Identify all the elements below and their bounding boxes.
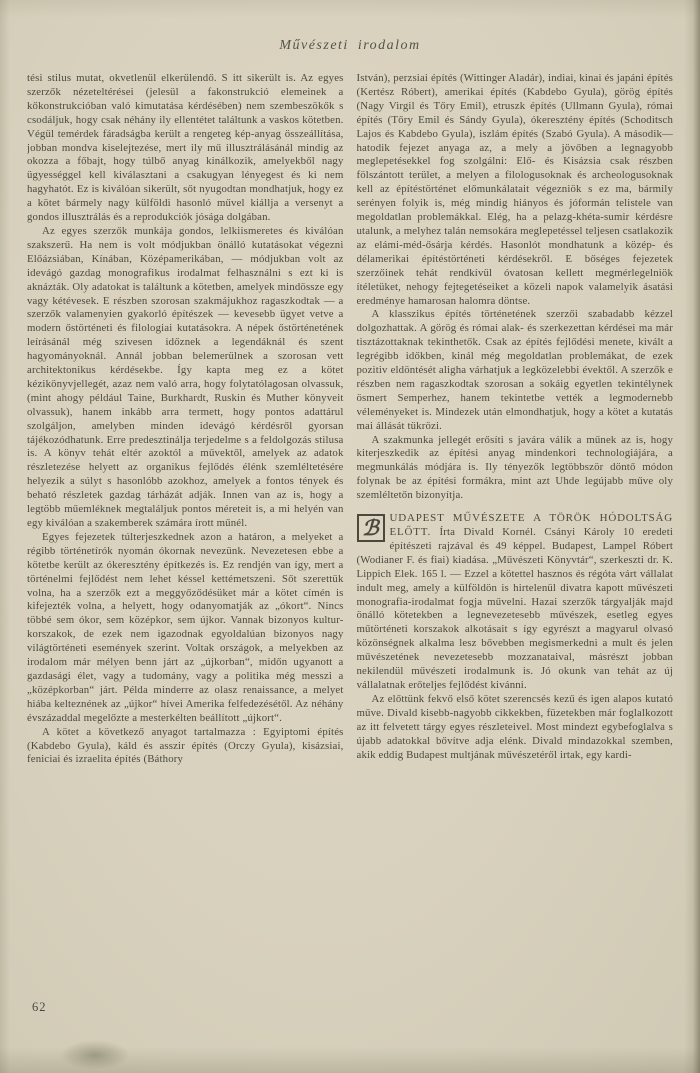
paragraph: tési stilus mutat, okvetlenül elkerülendő. S itt sikerült is. Az egyes szerzők nézeteltérései (jelesül a fakonstrukció elemeinek a kőkonstrukcióban való kimutatása kérdésében) nem szembeszökők s csodáljuk, hogy csak néhány ily ellentétet találtunk a vaskos kötetben. Végül temérdek fáradságba került a rengeteg kép-anyag összeállítása, jobban mondva kiselejtezése, mert ily mű illusztrálásánál mindig az okozza a főbajt, hogy túlbő anyag kinálkozik, amelyekből nagy ügyességgel kell kiválasztani a csakugyan lényegest és ki nem hagyhatót. Ez is kiválóan sikerült, sőt nyugodtan mondhatjuk, hogy ez a kötet bármely nagy külföldi hasonló művel kiállja a versenyt a gondos illusztrálás és a reprodukciók jósága dolgában. xyxy=(27,72,344,224)
article-budapest-muveszete xyxy=(357,512,674,693)
text-columns xyxy=(0,72,700,1002)
running-head-title: Művészeti irodalom xyxy=(279,38,421,53)
left-column xyxy=(27,72,344,1002)
paragraph: A klasszikus építés történetének szerzői szabadabb kézzel dolgozhattak. A görög és római alak- és szerkezettan kérdései ma már tisztázottaknak tekinthetők. Csak az építés fejlődési menete, kivált a legrégibb időkben, kinál még megoldatlan problemákat, de ezek pozitiv eldöntését aligha várhatjuk a legközelebbi évektől. A szerzők e részben nem ragaszkodtak szorosan a sokáig egyetlen tekintélynek ösmert Semperhez, hanem tekintetbe vették a legmodernebb véleményeket is. Mindezek után elmondhatjuk, hogy a kötet a kutatás mai állását tükrözi. xyxy=(356,308,673,432)
article-heading: UDAPEST MŰVÉSZETE A TÖRÖK HÓDOLTSÁG ELŐTT. xyxy=(389,512,673,538)
paper-stain xyxy=(60,1040,130,1070)
right-column-top-paragraphs xyxy=(357,72,674,503)
paragraph: A kötet a következő anyagot tartalmazza : Egyiptomi építés (Kabdebo Gyula), káld és asszir építés (Orczy Gyula), kisázsiai, feniciai és izraelita építés (Báthory xyxy=(27,725,344,766)
page-number: 62 xyxy=(32,1000,47,1014)
paragraph: Egyes fejezetek túlterjeszkednek azon a határon, a melyeket a régibb történetírók nyomán ókornak nevezünk. Nevezetesen ebbe a kötetbe került az ókeresztény építkezés is. Ez rendjén van így, mert a történelmi fejlődést nem lehet késsel kettémetszeni. Sőt szerettük volna, ha a szerzők ezt a meggyőződésüket már a kötet címén is kifejezték volna, a helyett, hogy odanyomatják az „ókort“. Nincs többé sem ókor, sem középkor, sem újkor. Vannak bizonyos kultur-korszakok, de ezek nem igazodnak egyoldalúan bizonyos nagy világtörténeti események szerint. Voltak országok, a melyekben az irodalom már mélyen benn járt az „újkorban“, midőn ugyanott a gazdasági élet, vagy a tudomány, vagy a politika még messzi a „középkorban“ járt. Példa minderre az olasz renaissance, a melyet hiába kelteznének az „újkor“ hívei Amerika felfedezésétől. Az néhány évszázaddal megelőzte a mesterkélten beállított „újkort“. xyxy=(27,530,344,724)
right-column xyxy=(357,72,674,1002)
right-column-bottom-paragraphs xyxy=(357,693,674,763)
paragraph: Az egyes szerzők munkája gondos, lelkiismeretes és kiválóan szakszerű. Ha nem is volt módjukban önálló kutatásokat végezni Előázsiában, Kínában, Középamerikában, — módjukban volt az idevágó gazdag monografikus irodalmat felhasználni s ezt ki is aknázták. Oly adatokat is találtunk a kötetben, amelyek mindössze egy vagy kétévesek. E részben szorosan szakmájukhoz ragaszkodtak — a szerzők valamenyien gyakorló építészek — kevesebb ügyet vetve a modern őstörténeti és filologiai kutatásokra. A népek őstörténetének leírásánál még szivesen időznek a legendáknál és szent hagyományoknál. Annál jobban belemerülnek a szorosan vett architektonikus kérdésekbe. Így kapta meg ez a kötet kézikönyvjellegét, azaz nem való arra, hogy folytatólagosan olvassuk, (mint ahogy például Taine, Burkhardt, Ruskin és Muther könyveit olvassuk), hanem inkább arra termett, hogy pontos adattárul szolgáljon, amelyben minden idevágó kérdésről gyorsan tájékozódhatunk. Erre predesztinálja terjedelme s a feldolgozás stilusa is. A könyv tehát eltér azoktól a művektől, amelyek az adatok részletezése helyett az organikus fejlődés élénk szemléltetésére helyezik a súlyt s hasonlóbb azokhoz, amelyek a fontos tények és beható részletek gazdag tárházát adják. Innen van az is, hogy a legtöbb műemléknek megtaláljuk pontos méreteit is, a mi helyén van egy kiválóan a szakemberek számára írott műnél. xyxy=(27,224,344,529)
paragraph: István), perzsiai építés (Wittinger Aladár), indiai, kinai és japáni építés (Kertész Róbert), amerikai építés (Kabdebo Gyula), görög építés (Nagy Virgil és Tőry Emil), etruszk építés (Ullmann Gyula), római építés (Tőry Emil és Sándy Gyula), ókeresztény építés (Schoditsch Lajos és Kabdebo Gyula), iszlám építés (Szabó Gyula). A második—hatodik fejezet anyaga az, a mely a jövőben a legnagyobb meglepetésekkel fog szolgálni: Elő- és Kisázsia csak részben fölszántott terület, a melyen a filologusoknak és archeologusoknak kell az építéstörténet előmunkálatait végezniök s ez ma, bármily serényen folyik is, még mindig hiányos és jóformán telistele van megoldatlan problemákkal. Elég, ha a pelazg-khéta-sumir kérdésre utalunk, a melyhez talán nemsokára meglepetéssel teljesen csatlakozik az elámi-méd-ősárja kérdés. Hasonlót mondhatunk a közép- és délamerikai építéstörténeti kérdésekről. E bőséges fejezetek szerzőinek tehát rendkívül óvatosan kellett megmérlegelniök ítéletüket, nehogy fejtegetéseiket a közeli napok valamelyik ásatási eredménye hamarosan halomra döntse. xyxy=(356,72,673,307)
paragraph: Az előttünk fekvő első kötet szerencsés kezű és igen alapos kutató műve. Divald kisebb-nagyobb cikkekben, füzetekben már foglalkozott az itt felvetett tárgy egyes részleteivel. Most mindezt egybefoglalva s újabb adatokkal bővítve adja elénk. Divald mindazokkal szemben, akik eddig Budapest multjának művészetéről irtak, egy kardi- xyxy=(356,692,673,761)
ornate-initial-b: ℬ xyxy=(357,514,385,542)
paragraph: A szakmunka jellegét erősíti s javára válik a műnek az is, hogy kiterjeszkedik az építési anyag mindenkori technologiájára, a megmunkálás módjára is. Ily tényezők legtöbbször döntő módon folynak be az építési formákra, mint azt Uhde legújabb műve oly szemléltetőn bizonyítja. xyxy=(356,433,673,502)
article-body-text: Írta Divald Kornél. Csányi Károly 10 eredeti építészeti rajzával és 49 képpel. Budapest, Lampel Róbert (Wodianer F. és fiai) kiadása. „Művészeti Könyvtár“, szerkeszti dr. K. Lippich Elek. 165 l. — Ezzel a kötettel hasznos és régóta várt vállalat indult meg, amely a külföldön is hirtelenül divatra kapott művészeti monografia-irodalmat fogja művelni. Hazai szerzők tárgyalják majd önálló kötetekben a legnevezetesebb művészek, esetleg egyes műtörténeti korszakok alkotásait s így egyrészt a magyarul olvasó közönségnek alkalma lesz bővebben megismerkedni a mult és jelen művészetének nevezetesebb mozzanataival, másrészt jobban nekilendül művészeti irodalmunk is. Jó okunk van tehát az új vállalatnak erőteljes fejlődést kivánni. xyxy=(356,526,673,691)
